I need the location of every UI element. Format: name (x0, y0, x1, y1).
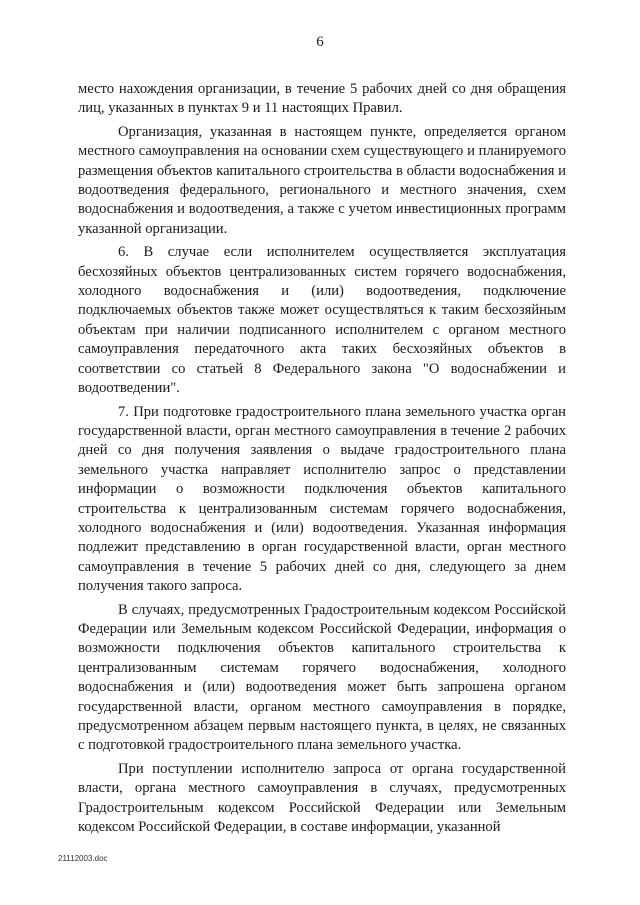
file-name-footer: 21112003.doc (58, 854, 108, 863)
paragraph-request: При поступлении исполнителю запроса от органа государственной власти, органа местного самоуправления в случаях, предусмотренных Градостроительным кодексом Российской Федерации или Земельным кодексом Российской Федерации, в составе информации, указанной (78, 760, 566, 836)
paragraph-item-7: 7. При подготовке градостроительного плана земельного участка орган государственной власти, орган местного самоуправления в течение 2 рабочих дней со дня получения заявления о выдаче градостроительного плана земельного участка направляет исполнителю запрос о представлении информации о возможности подключения объектов капитального строительства к централизованным системам горячего водоснабжения, холодного водоснабжения и (или) водоотведения. Указанная информация подлежит представлению в орган государственной власти, орган местного самоуправления в течение 5 рабочих дней со дня, следующего за днем получения такого запроса. (78, 403, 566, 595)
paragraph-continuation: место нахождения организации, в течение 5 рабочих дней со дня обращения лиц, указанных в пунктах 9 и 11 настоящих Правил. (78, 81, 566, 117)
paragraph-organization: Организация, указанная в настоящем пункте, определяется органом местного самоуправления на основании схем существующего и планируемого размещения объектов капитального строительства в области водоснабжения и водоотведения федерального, регионального и местного значения, схем водоснабжения и водоотведения, а также с учетом инвестиционных программ указанной организации. (78, 123, 566, 237)
paragraph-cases: В случаях, предусмотренных Градостроительным кодексом Российской Федерации или Земельным кодексом Российской Федерации, информация о возможности подключения объектов капитального строительства к централизованным системам горячего водоснабжения, холодного водоснабжения и (или) водоотведения может быть запрошена органом государственной власти, органом местного самоуправления в порядке, предусмотренном абзацем первым настоящего пункта, в целях, не связанных с подготовкой градостроительного плана земельного участка. (78, 601, 566, 754)
page-number: 6 (316, 34, 324, 50)
document-body (78, 80, 566, 841)
paragraph-item-6: 6. В случае если исполнителем осуществляется эксплуатация бесхозяйных объектов централизованных систем горячего водоснабжения, холодного водоснабжения и (или) водоотведения, подключение подключаемых объектов также может осуществляться к таким бесхозяйным объектам при наличии подписанного исполнителем с органом местного самоуправления передаточного акта таких бесхозяйных объектов в соответствии со статьей 8 Федерального закона "О водоснабжении и водоотведении". (78, 244, 566, 397)
